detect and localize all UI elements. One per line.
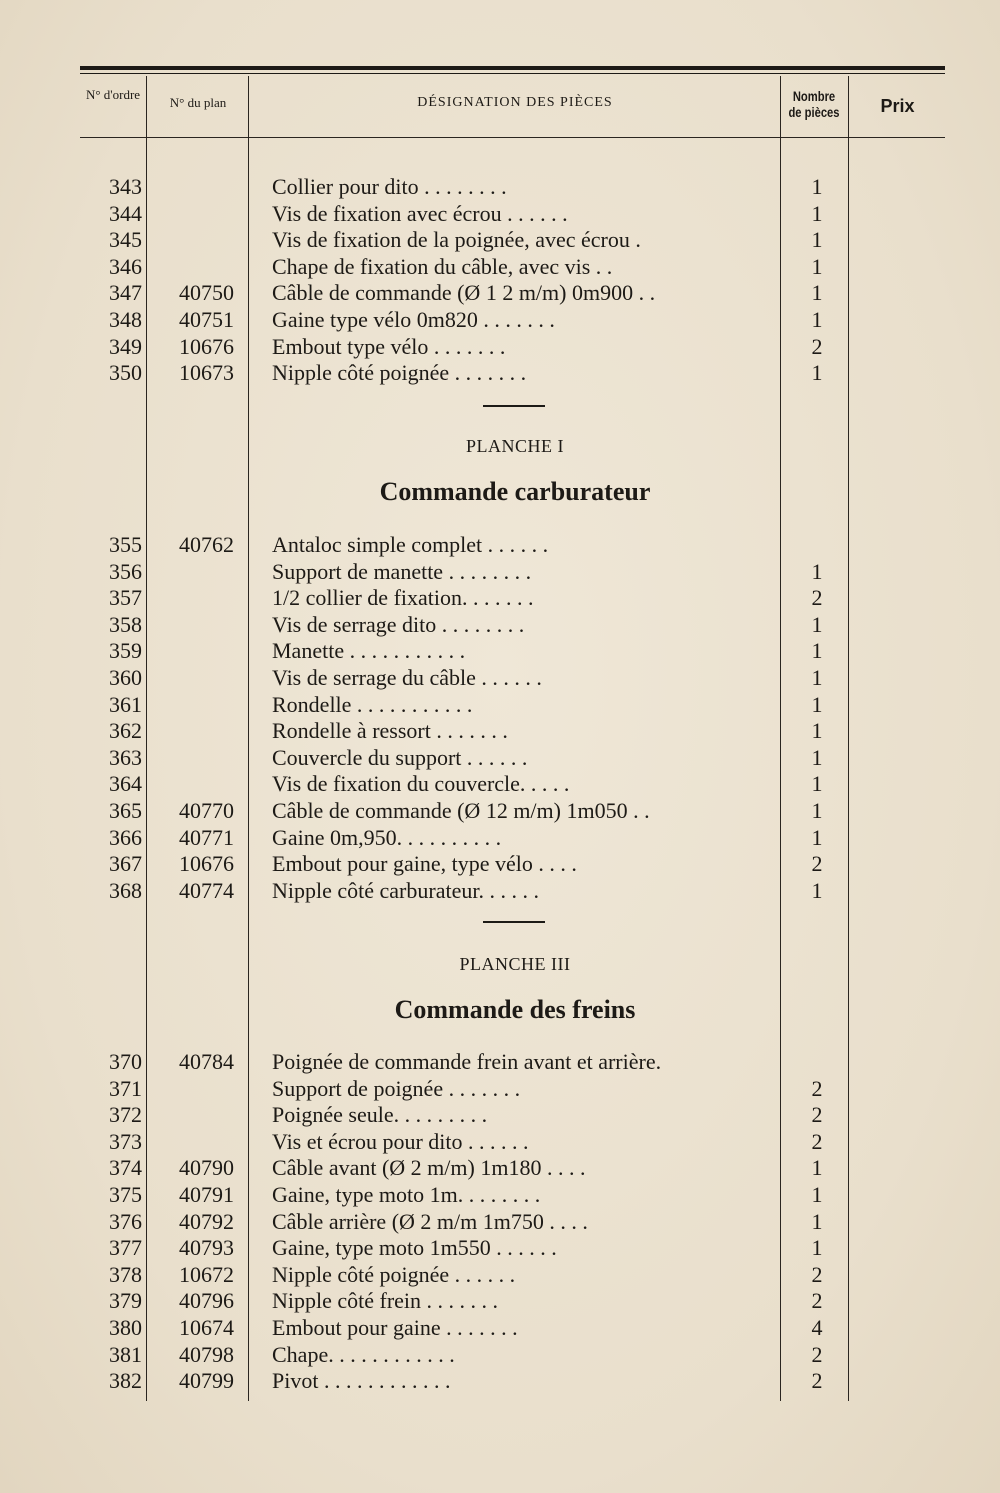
row-ordre: 360 [109, 665, 142, 690]
row-quantity: 1 [811, 1235, 823, 1261]
row-ordre: 355 [109, 532, 142, 557]
table-row [0, 1342, 1000, 1368]
row-ordre: 371 [109, 1075, 142, 1101]
row-ordre: 345 [109, 227, 142, 253]
table-row [0, 1288, 1000, 1314]
row-plan: 40791 [179, 1182, 234, 1207]
row-ordre: 344 [109, 200, 142, 226]
table-row [0, 254, 1000, 280]
row-plan: 40751 [179, 307, 234, 332]
table-row [0, 878, 1000, 904]
table-row [0, 1182, 1000, 1208]
row-ordre: 378 [109, 1261, 142, 1287]
row-quantity: 1 [811, 877, 823, 903]
table-row [0, 585, 1000, 611]
table-row [0, 201, 1000, 227]
row-quantity: 1 [811, 360, 823, 386]
table-row [0, 612, 1000, 638]
row-ordre: 347 [109, 280, 142, 306]
row-ordre: 348 [109, 307, 142, 332]
row-ordre: 364 [109, 771, 142, 797]
table-row [0, 1155, 1000, 1181]
row-designation: Vis et écrou pour dito . . . . . . [272, 1128, 529, 1154]
row-designation: Nipple côté frein . . . . . . . [272, 1288, 499, 1314]
row-quantity: 1 [811, 824, 823, 850]
row-ordre: 380 [109, 1315, 142, 1340]
row-quantity: 2 [811, 1341, 823, 1367]
row-designation: Câble de commande (Ø 12 m/m) 1m050 . . [272, 798, 650, 823]
table-row [0, 227, 1000, 253]
row-ordre: 377 [109, 1235, 142, 1261]
row-designation: Rondelle à ressort . . . . . . . [272, 718, 508, 744]
row-ordre: 361 [109, 691, 142, 717]
table-row [0, 825, 1000, 851]
row-designation: Vis de fixation du couvercle. . . . . [272, 771, 570, 797]
row-quantity: 1 [811, 718, 823, 744]
row-designation: Vis de serrage du câble . . . . . . [272, 665, 542, 690]
row-designation: Embout pour gaine . . . . . . . [272, 1315, 518, 1340]
row-designation: Chape. . . . . . . . . . . . [272, 1341, 455, 1367]
row-plan: 40798 [179, 1341, 234, 1367]
row-ordre: 366 [109, 824, 142, 850]
row-quantity: 4 [811, 1315, 823, 1340]
row-designation: Support de poignée . . . . . . . [272, 1075, 521, 1101]
table-row [0, 280, 1000, 306]
row-quantity: 2 [811, 1368, 823, 1394]
row-plan: 40793 [179, 1235, 234, 1261]
row-designation: Vis de fixation avec écrou . . . . . . [272, 200, 568, 226]
header-top-rule [80, 66, 945, 70]
row-quantity: 2 [811, 1261, 823, 1287]
row-quantity: 2 [811, 851, 823, 877]
row-quantity: 1 [811, 227, 823, 253]
row-designation: Embout type vélo . . . . . . . [272, 333, 506, 359]
row-plan: 10673 [179, 360, 234, 386]
row-plan: 40762 [179, 532, 234, 557]
row-ordre: 372 [109, 1102, 142, 1128]
row-quantity: 1 [811, 1208, 823, 1234]
header-designation: DÉSIGNATION DES PIÈCES [417, 95, 613, 110]
row-quantity: 1 [811, 253, 823, 279]
row-ordre: 363 [109, 744, 142, 770]
row-plan: 10674 [179, 1315, 234, 1340]
row-ordre: 358 [109, 611, 142, 637]
table-row [0, 532, 1000, 558]
row-ordre: 349 [109, 333, 142, 359]
row-quantity: 2 [811, 333, 823, 359]
row-designation: Couvercle du support . . . . . . [272, 744, 528, 770]
row-ordre: 357 [109, 585, 142, 611]
row-designation: Câble de commande (Ø 1 2 m/m) 0m900 . . [272, 280, 656, 306]
row-plan: 10676 [179, 851, 234, 877]
row-quantity: 1 [811, 174, 823, 199]
row-ordre: 365 [109, 798, 142, 823]
table-row [0, 692, 1000, 718]
row-ordre: 374 [109, 1155, 142, 1181]
header-top-rule-thin [80, 73, 945, 74]
row-designation: Collier pour dito . . . . . . . . [272, 174, 507, 199]
table-row [0, 745, 1000, 771]
row-designation: Vis de serrage dito . . . . . . . . [272, 611, 525, 637]
row-designation: Poignée seule. . . . . . . . . [272, 1102, 488, 1128]
table-row [0, 1049, 1000, 1075]
row-designation: Nipple côté carburateur. . . . . . [272, 877, 539, 903]
row-quantity: 2 [811, 1128, 823, 1154]
row-plan: 40790 [179, 1155, 234, 1181]
row-designation: Chape de fixation du câble, avec vis . . [272, 253, 613, 279]
header-plan: N° du plan [169, 95, 227, 110]
table-row [0, 1129, 1000, 1155]
row-quantity: 1 [811, 1155, 823, 1181]
table-row [0, 851, 1000, 877]
row-quantity: 1 [811, 280, 823, 306]
row-designation: Manette . . . . . . . . . . . [272, 638, 466, 664]
section-divider [483, 921, 545, 923]
row-plan: 40750 [179, 280, 234, 306]
row-designation: Nipple côté poignée . . . . . . . [272, 360, 527, 386]
row-quantity: 1 [811, 691, 823, 717]
row-plan: 40799 [179, 1368, 234, 1394]
row-ordre: 359 [109, 638, 142, 664]
row-plan: 10676 [179, 333, 234, 359]
row-ordre: 368 [109, 877, 142, 903]
row-ordre: 382 [109, 1368, 142, 1394]
row-plan: 40770 [179, 798, 234, 823]
row-quantity: 1 [811, 307, 823, 332]
row-quantity: 2 [811, 585, 823, 611]
table-row [0, 307, 1000, 333]
row-plan: 10672 [179, 1261, 234, 1287]
row-designation: Pivot . . . . . . . . . . . . [272, 1368, 451, 1394]
row-ordre: 343 [109, 174, 142, 199]
row-ordre: 346 [109, 253, 142, 279]
table-row [0, 1315, 1000, 1341]
row-designation: Gaine, type moto 1m550 . . . . . . [272, 1235, 557, 1261]
row-designation: Gaine type vélo 0m820 . . . . . . . [272, 307, 555, 332]
row-quantity: 1 [811, 798, 823, 823]
row-quantity: 1 [811, 744, 823, 770]
table-row [0, 1235, 1000, 1261]
table-row [0, 360, 1000, 386]
row-designation: Rondelle . . . . . . . . . . . [272, 691, 473, 717]
header-bottom-rule [80, 137, 945, 138]
row-plan: 40771 [179, 824, 234, 850]
row-ordre: 356 [109, 558, 142, 584]
planche-label: PLANCHE I [466, 436, 564, 456]
row-designation: Poignée de commande frein avant et arrière. [272, 1049, 662, 1074]
row-quantity: 1 [811, 200, 823, 226]
row-plan: 40774 [179, 877, 234, 903]
header-prix: Prix [880, 96, 915, 116]
table-row [0, 1076, 1000, 1102]
row-designation: Support de manette . . . . . . . . [272, 558, 532, 584]
row-quantity: 1 [811, 638, 823, 664]
table-row [0, 718, 1000, 744]
table-row [0, 665, 1000, 691]
row-plan: 40796 [179, 1288, 234, 1314]
row-designation: Nipple côté poignée . . . . . . [272, 1261, 516, 1287]
table-row [0, 798, 1000, 824]
section-divider [483, 405, 545, 407]
row-ordre: 367 [109, 851, 142, 877]
row-quantity: 1 [811, 1182, 823, 1207]
row-ordre: 381 [109, 1341, 142, 1367]
table-row [0, 771, 1000, 797]
table-row [0, 1102, 1000, 1128]
row-ordre: 370 [109, 1049, 142, 1074]
row-quantity: 2 [811, 1288, 823, 1314]
row-designation: Antaloc simple complet . . . . . . [272, 532, 549, 557]
row-designation: Câble arrière (Ø 2 m/m 1m750 . . . . [272, 1208, 588, 1234]
table-row [0, 559, 1000, 585]
row-ordre: 375 [109, 1182, 142, 1207]
table-row [0, 1262, 1000, 1288]
table-row [0, 1368, 1000, 1394]
row-ordre: 379 [109, 1288, 142, 1314]
row-quantity: 1 [811, 611, 823, 637]
table-row [0, 334, 1000, 360]
table-row [0, 174, 1000, 200]
section-title: Commande des freins [394, 995, 636, 1024]
row-designation: 1/2 collier de fixation. . . . . . . [272, 585, 534, 611]
row-quantity: 1 [811, 771, 823, 797]
row-plan: 40784 [179, 1049, 234, 1074]
row-designation: Gaine 0m,950. . . . . . . . . . [272, 824, 502, 850]
section-title: Commande carburateur [379, 477, 651, 506]
header-ordre: N° d'ordre [85, 87, 141, 102]
table-row [0, 1209, 1000, 1235]
planche-label: PLANCHE III [459, 954, 571, 974]
row-ordre: 350 [109, 360, 142, 386]
row-ordre: 373 [109, 1128, 142, 1154]
row-plan: 40792 [179, 1208, 234, 1234]
header-nombre: Nombre de pièces [788, 88, 840, 121]
row-quantity: 1 [811, 665, 823, 690]
row-quantity: 2 [811, 1075, 823, 1101]
row-ordre: 376 [109, 1208, 142, 1234]
row-designation: Câble avant (Ø 2 m/m) 1m180 . . . . [272, 1155, 586, 1181]
row-quantity: 2 [811, 1102, 823, 1128]
row-designation: Vis de fixation de la poignée, avec écrou . [272, 227, 641, 253]
table-row [0, 638, 1000, 664]
row-designation: Embout pour gaine, type vélo . . . . [272, 851, 577, 877]
row-quantity: 1 [811, 558, 823, 584]
row-designation: Gaine, type moto 1m. . . . . . . . [272, 1182, 541, 1207]
row-ordre: 362 [109, 718, 142, 744]
